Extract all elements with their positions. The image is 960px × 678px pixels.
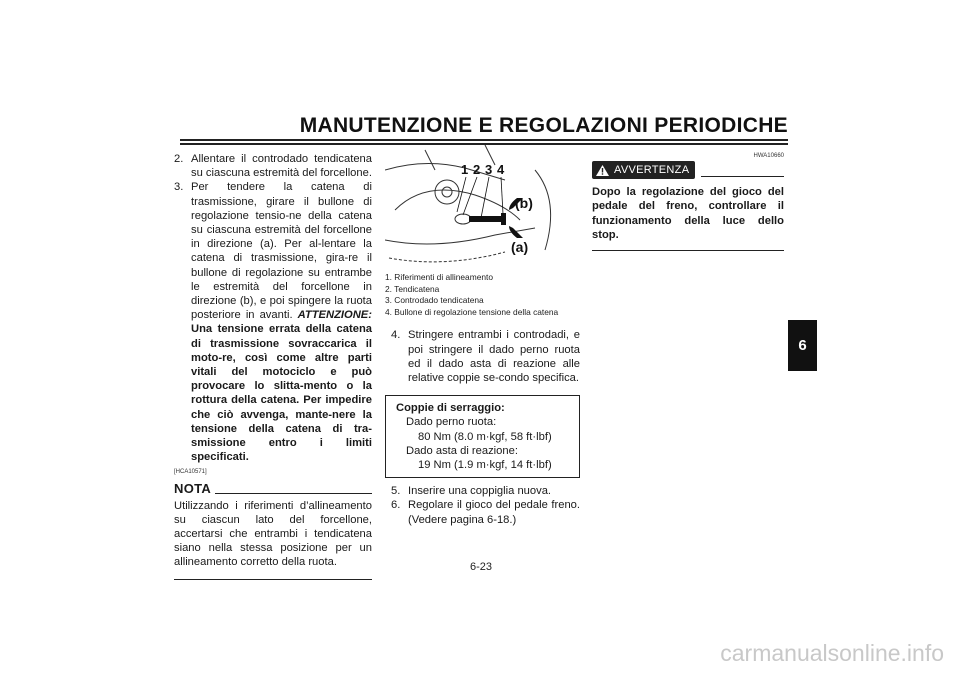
warning-triangle-icon: [596, 165, 609, 176]
step-text: Allentare il controdado tendicatena su ciascuna estremità del forcellone.: [191, 153, 372, 180]
nota-text: Utilizzando i riferimenti d’allineamento su ciascun lato del forcellone, accertarsi che entrambi i tendicatena siano nella stessa posizione per un allineamento corretto della ruota.: [174, 499, 372, 569]
page-number: 6-23: [470, 561, 493, 573]
locknut: [455, 214, 471, 224]
step-text: Inserire una coppiglia nuova.: [408, 485, 552, 498]
axle-circle: [435, 180, 459, 204]
axle-center: [442, 187, 452, 197]
callout-4: 4: [497, 162, 505, 177]
torque-item-label: Dado asta di reazione:: [406, 444, 518, 457]
warning-end-rule: [592, 250, 784, 251]
callout-1: 1: [461, 162, 469, 177]
step-text: [191, 180, 372, 464]
warning-rule: [701, 176, 784, 177]
warning-code: HWA10660: [753, 153, 784, 159]
callout-3: 3: [485, 162, 493, 177]
label-b: (b): [515, 195, 533, 211]
step-2: [174, 152, 372, 180]
nota-rule: [215, 493, 372, 494]
watermark: carmanualsonline.info: [720, 640, 944, 666]
step-number: 5.: [391, 485, 401, 498]
caution-label: ATTENZIONE:: [297, 309, 372, 322]
torque-title: Coppie di serraggio:: [396, 402, 505, 415]
step-3: [174, 180, 372, 464]
chain-adjuster-diagram: [385, 140, 580, 270]
warning-header: [592, 161, 784, 179]
step-number: 4.: [391, 329, 401, 342]
nota-end-rule: [174, 579, 372, 580]
column-3: [592, 152, 784, 251]
adjust-bolt: [469, 216, 503, 222]
torque-item-value: 80 Nm (8.0 m·kgf, 58 ft·lbf): [418, 430, 552, 443]
caution-code: [HCA10571]: [174, 469, 207, 476]
bolt-head: [501, 213, 506, 225]
callout-2: 2: [473, 162, 481, 177]
step-number: 3.: [174, 181, 184, 194]
page-title: MANUTENZIONE E REGOLAZIONI PERIODICHE: [299, 114, 788, 137]
column-1: [174, 152, 372, 580]
legend-item: 2. Tendicatena: [385, 283, 440, 294]
step-5: [385, 484, 580, 498]
warning-badge: [592, 161, 695, 179]
warning-label: AVVERTENZA: [614, 164, 690, 176]
torque-box: [385, 395, 580, 478]
nota-header: [174, 482, 372, 496]
step-4: [385, 328, 580, 385]
label-a: (a): [511, 239, 529, 255]
legend-item: 4. Bullone di regolazione tensione della catena: [385, 306, 559, 317]
column-2: [385, 152, 580, 527]
step-text: Stringere entrambi i controdadi, e poi stringere il dado perno ruota ed il dado asta di reazione alle relative coppie se-condo specifica.: [408, 329, 580, 384]
arrow-a: [509, 226, 523, 238]
tire-edge: [535, 170, 551, 250]
warning-text: Dopo la regolazione del gioco del pedale del freno, controllare il funzionamento della luce dello stop.: [592, 186, 784, 241]
step-text-main: Per tendere la catena di trasmissione, girare il bullone di regolazione tensio-ne della catena su ciascuna estremità del forcellone in direzione (a). Per al-lentare la catena di trasmissione, gira-re il bullone di regolazione su entrambe le estremità del forcellone in direzione (b), e poi spingere la ruota posteriore in avanti.: [191, 181, 372, 322]
chapter-tab: 6: [788, 320, 817, 371]
step-6: [385, 498, 580, 526]
step-text: Regolare il gioco del pedale freno. (Vedere pagina 6-18.): [408, 499, 580, 526]
legend-item: 3. Controdado tendicatena: [385, 295, 484, 306]
torque-item-label: Dado perno ruota:: [406, 416, 497, 429]
torque-item-value: 19 Nm (1.9 m·kgf, 14 ft·lbf): [418, 459, 552, 471]
callout-line-2: [463, 177, 477, 215]
nota-label: NOTA: [174, 481, 212, 497]
callout-line-4: [501, 177, 503, 214]
diagram-legend: [385, 272, 580, 318]
diagram-illustration: [385, 140, 580, 270]
step-number: 2.: [174, 153, 184, 165]
legend-item: 1. Riferimenti di allineamento: [385, 272, 493, 282]
caution-text: Una tensione errata della catena di trasmissione sovraccarica il moto-re, così come altre parti vitali del motociclo e può provocare lo slitta-mento o la rottura della catena. Per impedire che ciò avvenga, mante-nere la tensione della catena di tra-smissione entro i limiti specificati.: [191, 323, 372, 464]
chain-dashed: [389, 252, 505, 262]
step-number: 6.: [391, 499, 401, 512]
